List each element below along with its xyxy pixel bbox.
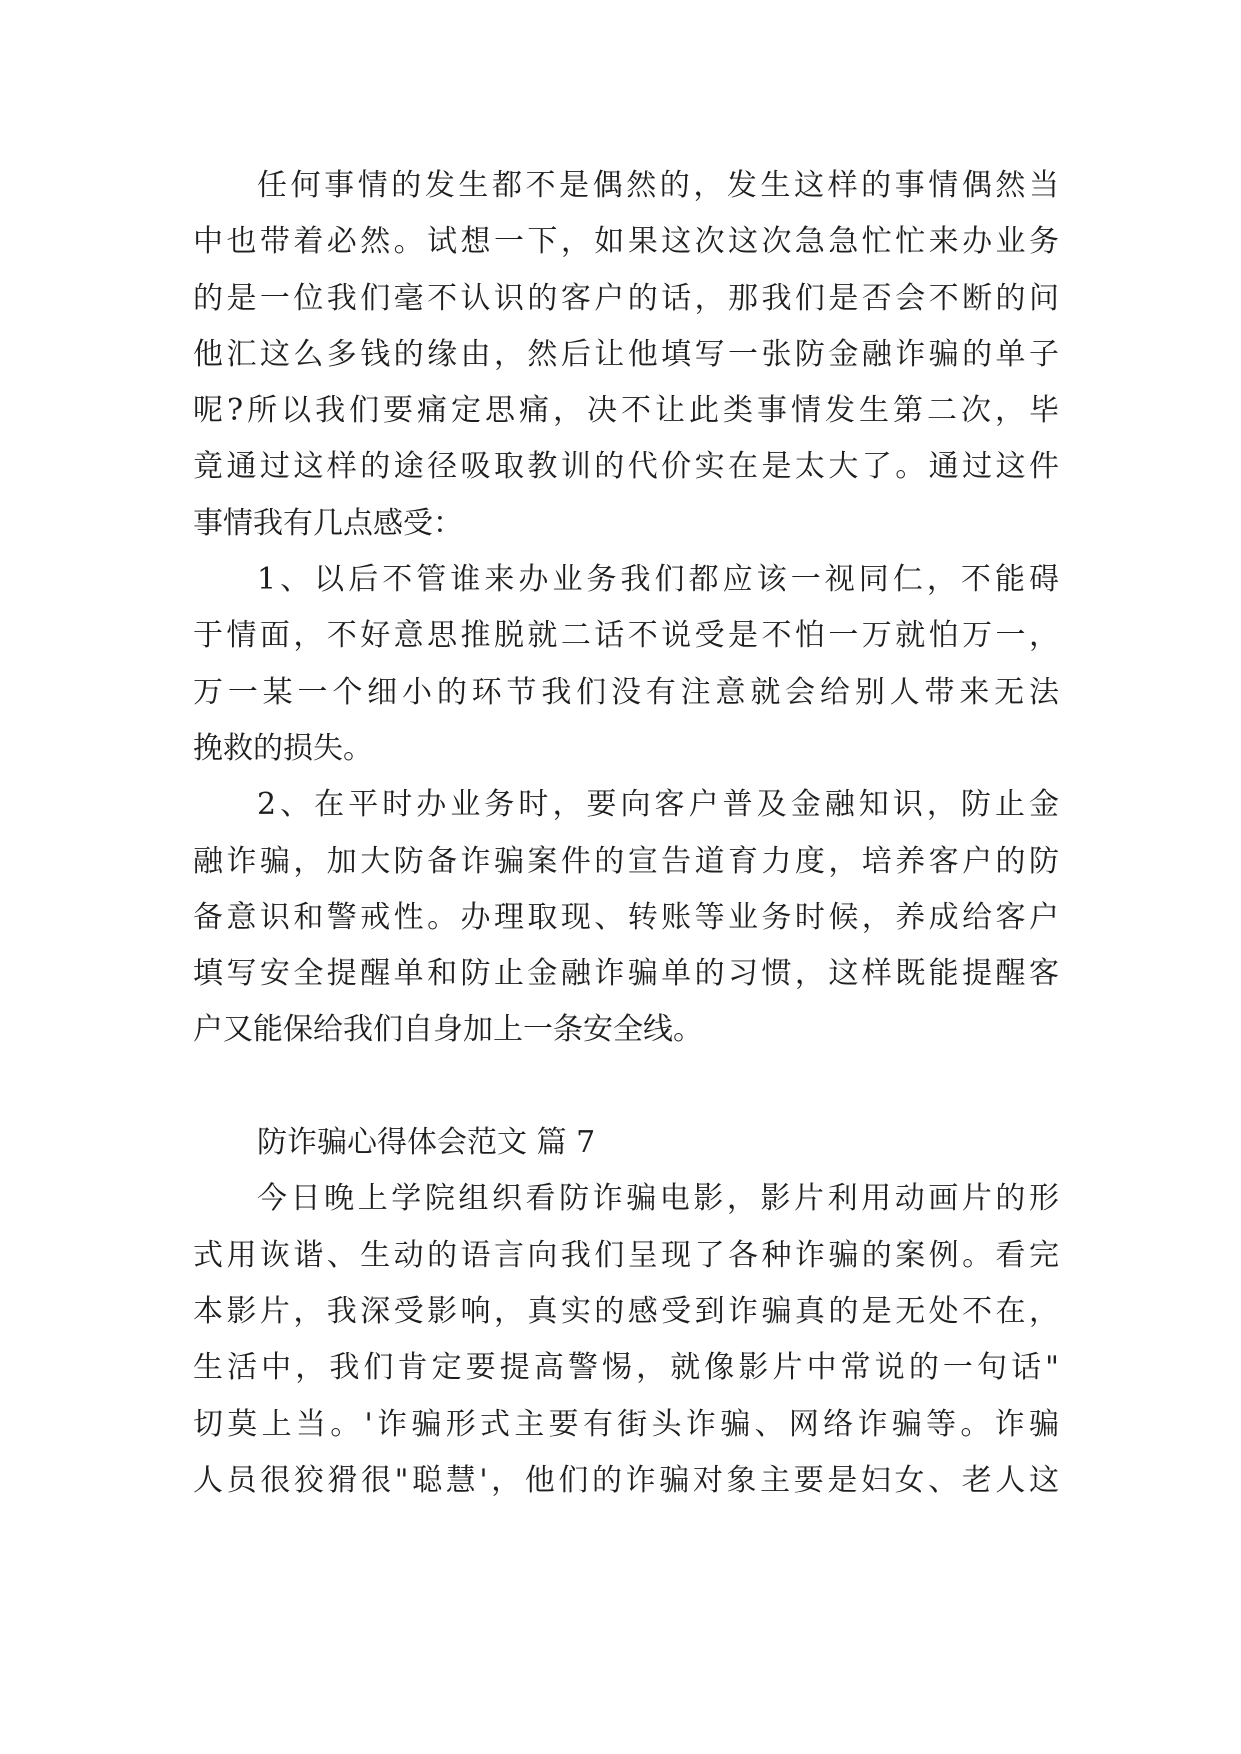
- text-line: 1、以后不管谁来办业务我们都应该一视同仁，不能碍: [257, 562, 1059, 598]
- document-body: [193, 158, 1059, 1509]
- text-line: 式用诙谐、生动的语言向我们呈现了各种诈骗的案例。看完: [193, 1237, 1059, 1273]
- text-line: 挽救的损失。: [193, 730, 373, 766]
- text-line: 人员很狡猾很"聪慧'，他们的诈骗对象主要是妇女、老人这: [193, 1462, 1059, 1498]
- text-line: 呢?所以我们要痛定思痛，决不让此类事情发生第二次，毕: [193, 393, 1059, 429]
- text-line: 切莫上当。'诈骗形式主要有街头诈骗、网络诈骗等。诈骗: [193, 1406, 1059, 1442]
- text-line: 竟通过这样的途径吸取教训的代价实在是太大了。通过这件: [193, 449, 1059, 485]
- text-line: 2、在平时办业务时，要向客户普及金融知识，防止金: [257, 787, 1059, 823]
- text-line: 生活中，我们肯定要提高警惕，就像影片中常说的一句话": [193, 1350, 1059, 1386]
- text-line: 融诈骗，加大防备诈骗案件的宣告道育力度，培养客户的防: [193, 843, 1059, 879]
- text-line: 中也带着必然。试想一下，如果这次这次急急忙忙来办业务: [193, 224, 1059, 260]
- text-line: 万一某一个细小的环节我们没有注意就会给别人带来无法: [193, 674, 1059, 710]
- text-line: 于情面，不好意思推脱就二话不说受是不怕一万就怕万一，: [193, 618, 1059, 654]
- text-line: 本影片，我深受影响，真实的感受到诈骗真的是无处不在，: [193, 1293, 1059, 1329]
- paragraph-2: [193, 552, 1059, 777]
- text-line: 今日晚上学院组织看防诈骗电影，影片利用动画片的形: [257, 1181, 1059, 1217]
- text-line: 备意识和警戒性。办理取现、转账等业务时候，养成给客户: [193, 899, 1059, 935]
- text-line: 的是一位我们毫不认识的客户的话，那我们是否会不断的问: [193, 280, 1059, 316]
- text-line: 任何事情的发生都不是偶然的，发生这样的事情偶然当: [257, 168, 1059, 203]
- section-paragraph: [193, 1171, 1059, 1509]
- paragraph-gap: [193, 1059, 1059, 1115]
- text-line: 事情我有几点感受：: [193, 505, 463, 541]
- paragraph-3: [193, 777, 1059, 1058]
- text-line: 他汇这么多钱的缘由，然后让他填写一张防金融诈骗的单子: [193, 336, 1059, 372]
- text-line: 户又能保给我们自身加上一条安全线。: [193, 1012, 703, 1048]
- section-heading: 防诈骗心得体会范文 篇 7: [257, 1125, 596, 1161]
- paragraph-1: [193, 158, 1059, 552]
- text-line: 填写安全提醒单和防止金融诈骗单的习惯，这样既能提醒客: [193, 956, 1059, 992]
